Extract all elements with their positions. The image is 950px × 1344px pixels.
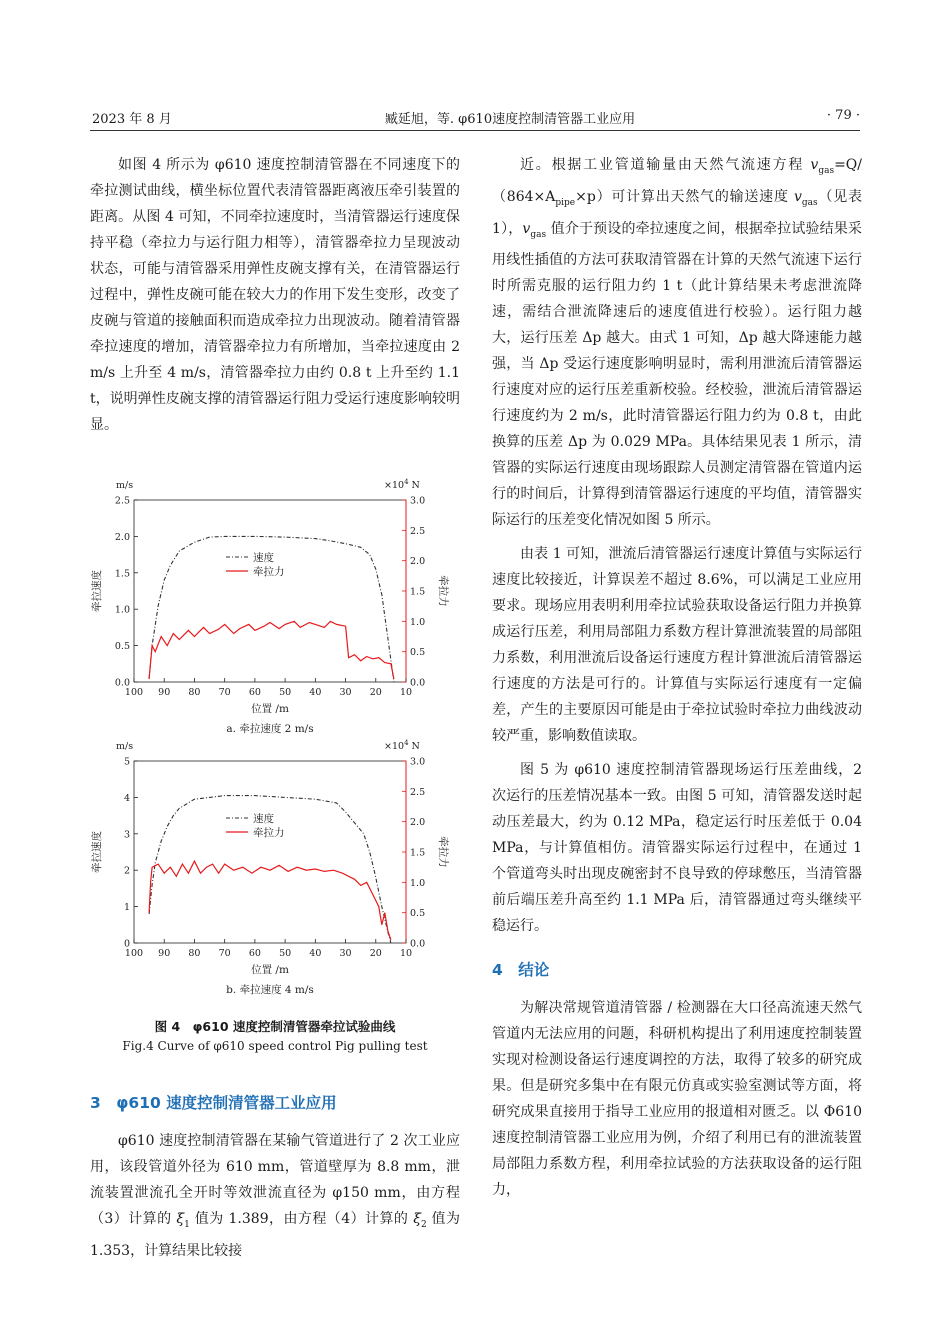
plot-frame (134, 500, 406, 682)
x-axis-title: 位置 /m (251, 964, 289, 976)
right-tick-label: 2.0 (410, 556, 426, 568)
right-tick-label: 1.0 (410, 616, 426, 628)
x-tick-label: 100 (124, 687, 144, 698)
right-axis-title: 牵拉力 (437, 575, 449, 607)
right-tick-label: 3.0 (410, 756, 426, 768)
right-tick-label: 0.0 (410, 938, 426, 950)
header-title: 臧延旭，等. φ610速度控制清管器工业应用 (384, 112, 636, 127)
left-tick-label: 1 (123, 902, 130, 914)
x-tick-label: 70 (218, 948, 231, 959)
legend-force-label: 牵拉力 (253, 566, 285, 578)
right-tick-label: 1.5 (410, 586, 426, 598)
series-force-line (149, 861, 391, 940)
header-rule (90, 130, 860, 131)
right-tick-label: 2.0 (410, 817, 426, 829)
left-column-top (90, 152, 460, 438)
x-tick-label: 30 (339, 687, 352, 698)
x-tick-label: 60 (248, 687, 261, 698)
left-tick-label: 0.5 (114, 641, 130, 653)
series-force-line (149, 621, 394, 679)
right-unit-label: $\times 10^4$ N (384, 478, 420, 491)
left-tick-label: 2.5 (114, 495, 130, 507)
right-tick-label: 0.5 (410, 908, 426, 920)
right-tick-label: 1.0 (410, 877, 426, 889)
x-tick-label: 20 (369, 948, 382, 959)
x-tick-label: 10 (399, 948, 413, 959)
right-tick-label: 0.5 (410, 647, 426, 659)
right-tick-label: 2.5 (410, 786, 426, 798)
left-tick-label: 4 (123, 792, 130, 804)
x-tick-label: 50 (279, 948, 292, 959)
left-unit-label: m/s (116, 480, 134, 491)
x-tick-label: 50 (279, 687, 292, 698)
x-tick-label: 20 (369, 687, 382, 698)
xi-symbol: ξ (413, 1211, 421, 1227)
x-tick-label: 30 (339, 948, 352, 959)
figure-caption-en: Fig.4 Curve of φ610 speed control Pig pulling test (122, 1039, 428, 1053)
right-unit-label: $\times 10^4$ N (384, 739, 420, 752)
x-tick-label: 80 (188, 687, 201, 698)
chart-subtitle: b. 牵拉速度 4 m/s (226, 984, 314, 996)
x-axis-title: 位置 /m (251, 703, 289, 715)
left-tick-label: 2 (123, 865, 130, 877)
paragraph: 图 5 为 φ610 速度控制清管器现场运行压差曲线，2 次运行的压差情况基本一致。由图 5 可知，清管器发送时起动压差最大，约为 0.12 MPa，稳定运行时压差低于 0.04 MPa，与计算值相仿。清管器实际运行过程中，在通过 1 个管道弯头时出现皮碗密封不良导致的停球憋压，当清管器前后端压差升高至约 1.1 MPa 后，清管器通过弯头继续平稳运行。 (492, 762, 862, 935)
section-heading-4: 4 结论 (492, 961, 550, 980)
left-tick-label: 1.0 (114, 604, 130, 616)
paragraph: φ610 速度控制清管器在某输气管道进行了 2 次工业应用，该段管道外径为 610 mm，管道壁厚为 8.8 mm，泄流装置泄流孔全开时等效泄流直径为 φ150 mm，由方程（3）计算的 $\xi_1$ 值为 1.389，由方程（4）计算的 $\xi_2$ 值为 1.353，计算结果比较接 (90, 1133, 460, 1259)
x-tick-label: 40 (309, 948, 322, 959)
plot-frame (134, 761, 406, 943)
figure-caption-cn: 图 4 φ610 速度控制清管器牵拉试验曲线 (154, 1019, 396, 1034)
x-tick-label: 80 (188, 948, 201, 959)
xi-symbol: ξ (176, 1211, 185, 1227)
section-heading-3: 3 φ610 速度控制清管器工业应用 (90, 1094, 337, 1112)
x-tick-label: 100 (124, 948, 144, 959)
left-axis-title: 牵拉速度 (91, 570, 103, 612)
left-tick-label: 3 (123, 829, 130, 841)
x-tick-label: 90 (158, 948, 171, 959)
legend-speed-label: 速度 (253, 813, 274, 825)
right-axis-title: 牵拉力 (437, 836, 449, 868)
left-tick-label: 0 (123, 938, 130, 950)
x-tick-label: 10 (399, 687, 413, 698)
chart-subtitle: a. 牵拉速度 2 m/s (226, 723, 314, 735)
right-column (492, 152, 862, 1203)
x-tick-label: 90 (158, 687, 171, 698)
header-page-number: · 79 · (826, 108, 860, 123)
left-tick-label: 2.0 (114, 531, 130, 543)
x-tick-label: 70 (218, 687, 231, 698)
figure-4 (88, 475, 466, 1010)
right-tick-label: 3.0 (410, 495, 426, 507)
paragraph: 为解决常规管道清管器 / 检测器在大口径高流速天然气管道内无法应用的问题，科研机构提出了利用速度控制装置实现对检测设备运行速度调控的方法，取得了较多的研究成果。但是研究多集中在有限元仿真或实验室测试等方面，将研究成果直接用于指导工业应用的报道相对匮乏。以 Φ610 速度控制清管器工业应用为例，介绍了利用已有的泄流装置局部阻力系数方程，利用牵拉试验的方法获取设备的运行阻力， (492, 1000, 862, 1199)
legend-speed-label: 速度 (253, 552, 274, 564)
left-unit-label: m/s (116, 741, 134, 752)
header-date: 2023 年 8 月 (92, 112, 172, 127)
paragraph: 如图 4 所示为 φ610 速度控制清管器在不同速度下的牵拉测试曲线，横坐标位置代表清管器距离液压牵引装置的距离。从图 4 可知，不同牵拉速度时，当清管器运行速度保持平稳（牵拉力与运行阻力相等），清管器牵拉力呈现波动状态，可能与清管器采用弹性皮碗支撑有关，在清管器运行过程中，弹性皮碗可能在较大力的作用下发生变形，改变了皮碗与管道的接触面积而造成牵拉力出现波动。随着清管器牵拉速度的增加，清管器牵拉力有所增加，当牵拉速度由 2 m/s 上升至 4 m/s，清管器牵拉力由约 0.8 t 上升至约 1.1 t，说明弹性皮碗支撑的清管器运行阻力受运行速度影响较明显。 (90, 157, 460, 433)
right-tick-label: 0.0 (410, 677, 426, 689)
legend-force-label: 牵拉力 (253, 827, 285, 839)
paragraph: 近。根据工业管道输量由天然气流速方程 $v_{gas}=Q/(864\times A_{pipe}\times p)$可计算出天然气的输送速度 $v_{gas}$（见表 1），$v_{gas}$ 值介于预设的牵拉速度之间，根据牵拉试验结果采用线性插值的方法可获取清管器在计算的天然气流速下运行时所需克服的运行阻力约 1 t（此计算结果未考虑泄流降速，需结合泄流降速后的速度值进行校验）。运行阻力越大，运行压差 Δp 越大。由式 1 可知，Δp 越大降速能力越强，当 Δp 受运行速度影响明显时，需利用泄流后清管器运行速度对应的运行压差重新校验。经校验，泄流后清管器运行速度约为 2 m/s，此时清管器运行阻力约为 0.8 t，由此换算的压差 Δp 为 0.029 MPa。具体结果见表 1 所示，清管器的实际运行速度由现场跟踪人员测定清管器在管道内运行的时间后，计算得到清管器运行速度的平均值，清管器实际运行的压差变化情况如图 5 所示。 (492, 157, 863, 529)
right-tick-label: 1.5 (410, 847, 426, 859)
left-tick-label: 5 (123, 756, 130, 768)
x-tick-label: 60 (248, 948, 261, 959)
x-tick-label: 40 (309, 687, 322, 698)
paragraph: 由表 1 可知，泄流后清管器运行速度计算值与实际运行速度比较接近，计算误差不超过 8.6%，可以满足工业应用要求。现场应用表明利用牵拉试验获取设备运行阻力并换算成运行压差，利用局部阻力系数方程计算泄流装置的局部阻力系数，利用泄流后设备运行速度方程计算泄流后清管器运行速度的方法是可行的。计算值与实际运行速度有一定偏差，产生的主要原因可能是由于牵拉试验时牵拉力曲线波动较严重，影响数值读取。 (492, 546, 862, 745)
left-tick-label: 1.5 (114, 568, 130, 580)
right-tick-label: 2.5 (410, 525, 426, 537)
section-3-block (90, 1090, 460, 1264)
left-axis-title: 牵拉速度 (91, 831, 103, 873)
left-tick-label: 0.0 (114, 677, 130, 689)
